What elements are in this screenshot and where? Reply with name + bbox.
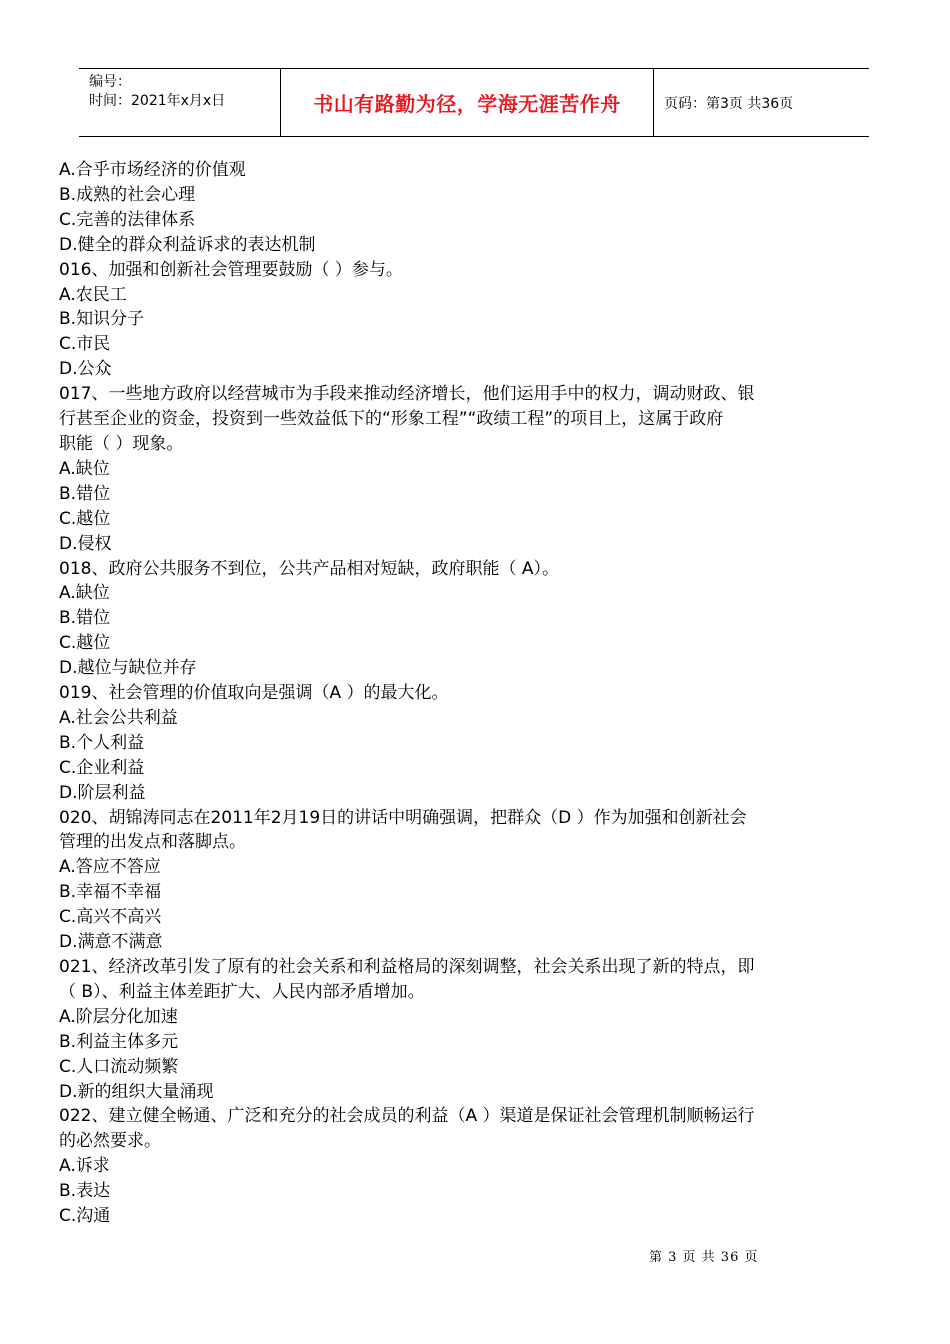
text-line: C.完善的法律体系 <box>59 209 196 230</box>
text-line: B.个人利益 <box>59 732 145 753</box>
text-line: A.诉求 <box>59 1156 110 1177</box>
header-number-label: 编号： <box>89 74 131 90</box>
text-line: 行甚至企业的资金，投资到一些效益低下的“形象工程”“政绩工程”的项目上，这属于政府 <box>59 409 724 430</box>
text-line: C.人口流动频繁 <box>59 1056 179 1077</box>
text-line: B.幸福不幸福 <box>59 882 162 903</box>
header-motto: 书山有路勤为径，学海无涯苦作舟 <box>281 69 654 136</box>
text-line: 020、胡锦涛同志在2011年2月19日的讲话中明确强调，把群众（D ）作为加强和创新社会 <box>59 807 747 828</box>
header-time-label: 时间：2021年x月x日 <box>89 93 226 109</box>
text-line: 职能（ ）现象。 <box>59 433 184 454</box>
text-line: B.利益主体多元 <box>59 1031 179 1052</box>
text-line: C.越位 <box>59 633 111 654</box>
text-line: 018、政府公共服务不到位，公共产品相对短缺，政府职能（ A）。 <box>59 558 559 579</box>
header-page-info: 页码：第3页 共36页 <box>664 95 794 112</box>
text-line: B.表达 <box>59 1181 111 1202</box>
text-line: （ B）、利益主体差距扩大、人民内部矛盾增加。 <box>59 981 425 1002</box>
text-line: C.沟通 <box>59 1206 111 1227</box>
text-line: B.错位 <box>59 608 111 629</box>
text-line: A.缺位 <box>59 583 110 604</box>
text-line: D.健全的群众利益诉求的表达机制 <box>59 234 316 255</box>
text-line: 016、加强和创新社会管理要鼓励（ ）参与。 <box>59 259 403 280</box>
text-line: C.市民 <box>59 334 111 355</box>
text-line: C.高兴不高兴 <box>59 907 162 928</box>
text-line: 管理的出发点和落脚点。 <box>59 832 246 853</box>
text-line: D.满意不满意 <box>59 932 163 953</box>
text-line: 021、经济改革引发了原有的社会关系和利益格局的深刻调整，社会关系出现了新的特点，即 <box>59 957 755 977</box>
text-line: D.侵权 <box>59 533 112 554</box>
text-line: 019、社会管理的价值取向是强调（A ）的最大化。 <box>59 683 449 704</box>
page-header <box>79 68 869 137</box>
text-line: B.知识分子 <box>59 309 145 330</box>
text-line: D.公众 <box>59 359 112 380</box>
text-line: A.合乎市场经济的价值观 <box>59 160 246 180</box>
text-line: D.越位与缺位并存 <box>59 658 197 679</box>
text-line: 022、建立健全畅通、广泛和充分的社会成员的利益（A ）渠道是保证社会管理机制顺畅运行 <box>59 1106 755 1127</box>
document-body <box>59 158 859 1229</box>
text-line: D.新的组织大量涌现 <box>59 1081 214 1102</box>
text-line: A.缺位 <box>59 458 110 479</box>
text-line: A.社会公共利益 <box>59 707 178 728</box>
page-footer: 第 3 页 共 36 页 <box>649 1250 759 1265</box>
text-line: B.成熟的社会心理 <box>59 184 196 205</box>
text-line: B.错位 <box>59 483 111 504</box>
text-line: A.农民工 <box>59 284 127 305</box>
text-line: 017、一些地方政府以经营城市为手段来推动经济增长，他们运用手中的权力，调动财政、银 <box>59 384 755 405</box>
text-line: A.阶层分化加速 <box>59 1006 178 1027</box>
text-line: C.越位 <box>59 508 111 529</box>
text-line: A.答应不答应 <box>59 857 161 878</box>
text-line: C.企业利益 <box>59 757 145 778</box>
header-meta <box>79 69 281 136</box>
text-line: 的必然要求。 <box>59 1131 161 1152</box>
text-line: D.阶层利益 <box>59 782 146 803</box>
